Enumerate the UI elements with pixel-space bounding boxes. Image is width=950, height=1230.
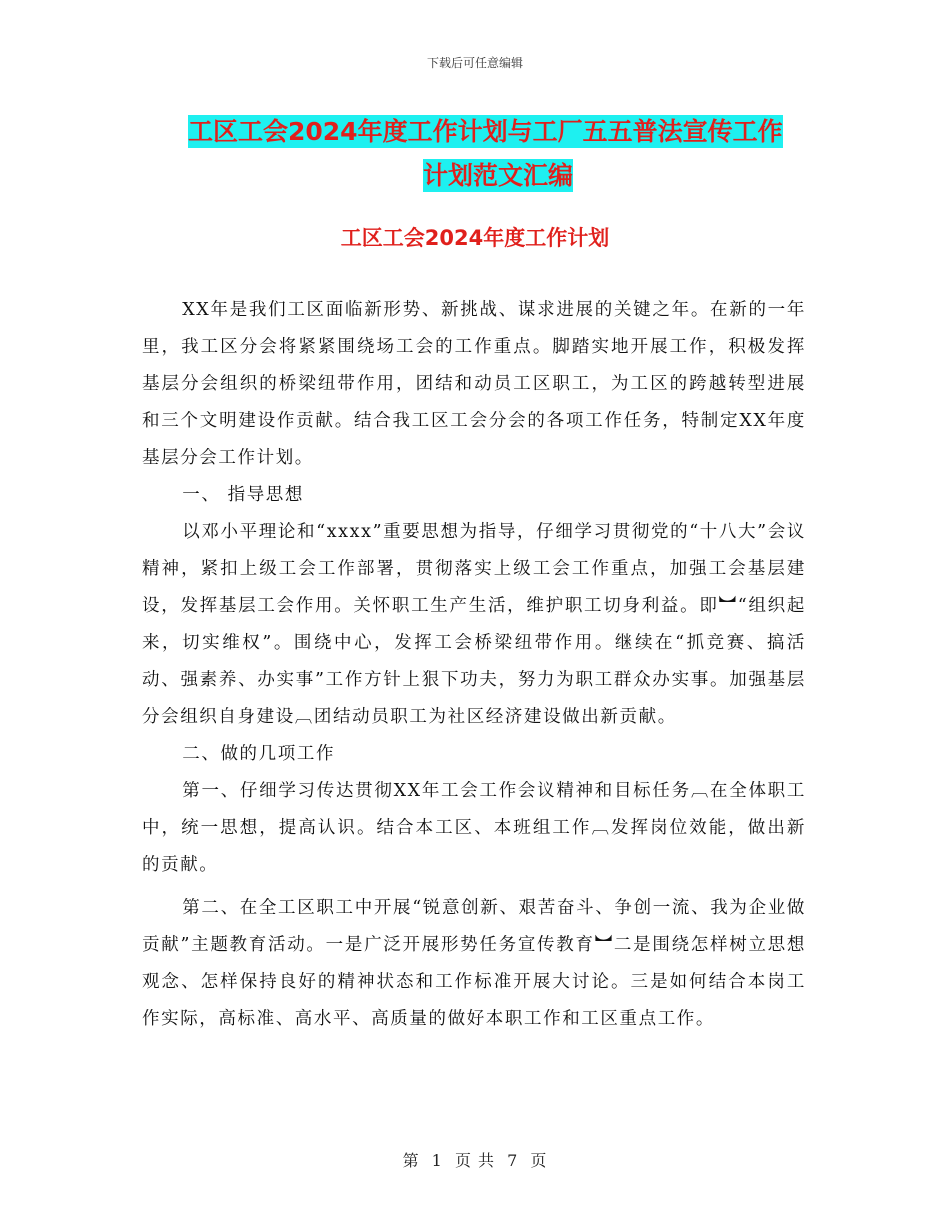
title-line-1: 工区工会2024年度工作计划与工厂五五普法宣传工作 [188,117,783,146]
footer-mid: 页 共 [454,1151,496,1170]
heading-guiding-ideology: 一、 指导思想 [182,485,305,505]
section-title: 工区工会2024年度工作计划 [340,226,610,250]
paragraph-item-first: 第一、仔细学习传达贯彻XX年工会工作会议精神和目标任务︹在全体职工中，统一思想，提高认识。结合本工区、本班组工作︹发挥岗位效能，做出新的贡献。 [142,781,806,875]
document-title [188,110,808,198]
heading-work-items: 二、做的几项工作 [182,744,336,764]
paragraph-guiding-ideology: 以邓小平理论和“xxxx”重要思想为指导，仔细学习贯彻党的“十八大”会议精神，紧扣上级工会工作部署，贯彻落实上级工会工作重点，加强工会基层建设，发挥基层工会作用。关怀职工生产生活，维护职工切身利益。即︼“组织起来，切实维权”。围绕中心，发挥工会桥梁纽带作用。继续在“抓竞赛、搞活动、强素养、办实事”工作方针上狠下功夫，努力为职工群众办实事。加强基层分会组织自身建设︹团结动员职工为社区经济建设做出新贡献。 [142,522,806,727]
title-line-2: 计划范文汇编 [422,161,573,190]
page-footer [0,1148,950,1171]
document-body [142,292,806,1038]
header-note: 下载后可任意编辑 [426,56,523,70]
current-page-number: 1 [431,1151,443,1170]
paragraph-intro: XX年是我们工区面临新形势、新挑战、谋求进展的关键之年。在新的一年里，我工区分会将紧紧围绕场工会的工作重点。脚踏实地开展工作，积极发挥基层分会组织的桥梁纽带作用，团结和动员工区职工，为工区的跨越转型进展和三个文明建设作贡献。结合我工区工会分会的各项工作任务，特制定XX年度基层分会工作计划。 [142,300,806,468]
footer-prefix: 第 [402,1151,420,1170]
footer-suffix: 页 [530,1151,548,1170]
paragraph-item-second: 第二、在全工区职工中开展“锐意创新、艰苦奋斗、争创一流、我为企业做贡献”主题教育活动。一是广泛开展形势任务宣传教育︼二是围绕怎样树立思想观念、怎样保持良好的精神状态和工作标准开展大讨论。三是如何结合本岗工作实际，高标准、高水平、高质量的做好本职工作和工区重点工作。 [142,898,806,1029]
total-pages: 7 [507,1151,519,1170]
